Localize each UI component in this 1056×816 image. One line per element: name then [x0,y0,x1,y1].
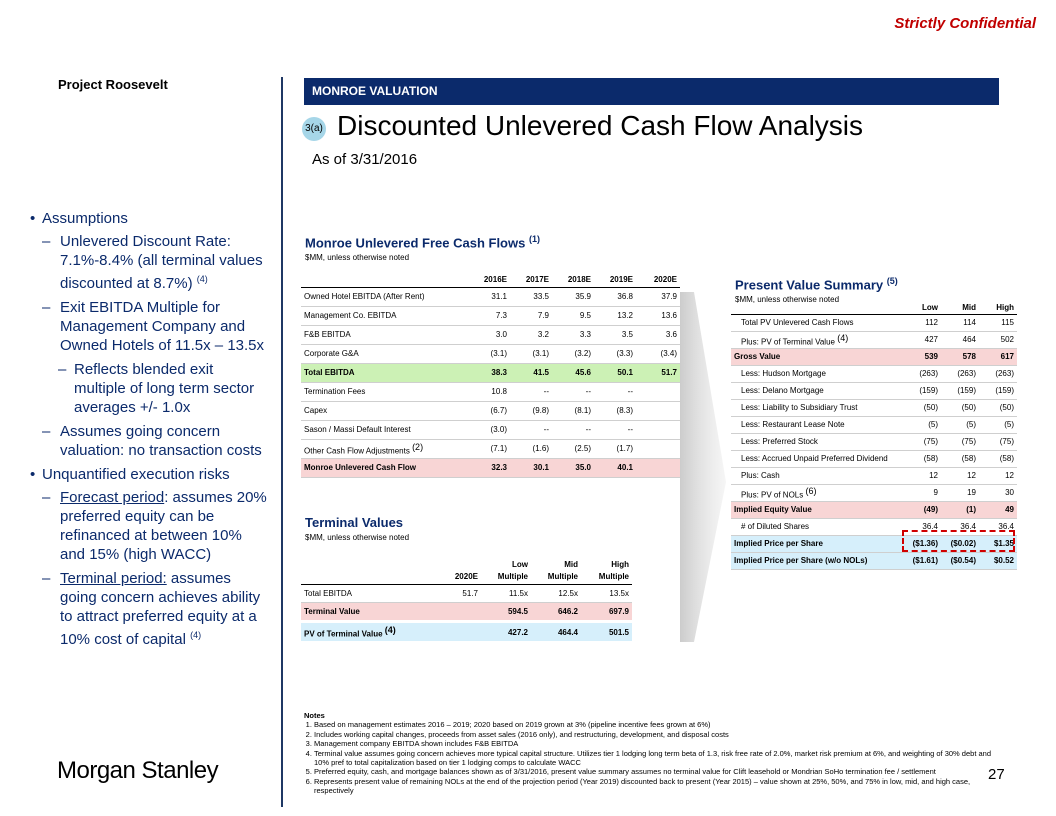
table-row: Less: Accrued Unpaid Preferred Dividend (58) (58) (58) [731,450,1017,467]
terminal-section [305,515,409,542]
page-number: 27 [988,766,1005,783]
pv-header-row: Low Mid High [731,301,1017,314]
table-row: Less: Delano Mortgage (159) (159) (159) [731,382,1017,399]
company-logo: Morgan Stanley [57,757,219,784]
table-row: Owned Hotel EBITDA (After Rent) 31.1 33.5 35.9 36.8 37.9 [301,287,680,306]
note-item: 6. Represents present value of remaining NOLs at the end of the projection period (Year 2019) discounted back to present (Year 2015) – value shown at 25%, 50%, and 75% in low, mid, and high case, respectively [314,777,994,796]
table-row: Termination Fees 10.8 -- -- -- [301,382,680,401]
table-row: Plus: PV of NOLs $^{(6)}$ 9 19 30 [731,484,1017,501]
terminal-value-row: Terminal Value 594.5 646.2 697.9 [301,602,632,620]
terminal-table [301,558,632,641]
bullet-forecast-period: – Forecast period: assumes 20% preferred equity can be refinanced at between 10% and 15% (high WACC) [28,488,268,564]
price-highlight-box [902,530,1015,552]
bullet-execution-risks: • Unquantified execution risks [28,465,268,484]
pv-subtitle: $MM, unless otherwise noted [735,295,840,305]
terminal-subtitle: $MM, unless otherwise noted [305,533,410,542]
page-title: Discounted Unlevered Cash Flow Analysis [337,110,864,141]
section-badge: 3(a) [302,117,326,141]
terminal-header-row: Low Mid High [512,559,629,569]
note-item: 2. Includes working capital changes, proceeds from asset sales (2016 only), and restructuring, development, and disposal costs [314,730,994,739]
table-row: Sason / Massi Default Interest (3.0) -- -- -- [301,420,680,439]
fcf-title: Monroe Unlevered Free Cash Flows $^{(1)}$ [305,234,540,251]
table-row: Less: Hudson Mortgage (263) (263) (263) [731,365,1017,382]
bullet-discount-rate: – Unlevered Discount Rate: 7.1%-8.4% (all terminal values discounted at 8.7%) $^{(4)}$ [28,232,268,293]
terminal-header-row-2: 2020E Multiple Multiple Multiple [301,570,632,584]
bullet-blended-multiple: – Reflects blended exit multiple of long term sector averages +/- 1.0x [28,360,268,417]
table-row: Management Co. EBITDA 7.3 7.9 9.5 13.2 13.6 [301,306,680,325]
table-row: Less: Liability to Subsidiary Trust (50) (50) (50) [731,399,1017,416]
notes-title: Notes [304,711,325,720]
table-row: Plus: Cash 12 12 12 [731,467,1017,484]
note-item: 4. Terminal value assumes going concern achieves more typical capital structure. Utilizes tier 1 lodging long term beta of 1.3, risk free rate of 2.0%, market risk premium at 6%, and weighting of 30% debt and 10% pref to total capitalization based on tier 1 lodging comps to calculate WACC [314,749,994,768]
table-row: # of Diluted Shares 36.4 36.4 36.4 [731,518,1017,535]
fcf-subtitle: $MM, unless otherwise noted [305,253,410,263]
total-ebitda-row: Total EBITDA 38.3 41.5 45.6 50.1 51.7 [301,363,680,382]
table-row: Less: Restaurant Lease Note (5) (5) (5) [731,416,1017,433]
divider-line [281,77,283,807]
implied-price-no-nol-row: Implied Price per Share (w/o NOLs) ($1.61) ($0.54) $0.52 [731,552,1017,569]
table-row: Capex (6.7) (9.8) (8.1) (8.3) [301,401,680,420]
table-row: Less: Preferred Stock (75) (75) (75) [731,433,1017,450]
notes-section [304,711,994,796]
table-row: Corporate G&A (3.1) (3.1) (3.2) (3.3) (3.4) [301,344,680,363]
fcf-section [305,234,540,262]
bullet-terminal-period: – Terminal period: assumes going concern achieves ability to attract preferred equity at a 10% cost of capital $^{(4)}$ [28,569,268,649]
implied-equity-row: Implied Equity Value (49) (1) 49 [731,501,1017,518]
table-row: F&B EBITDA 3.0 3.2 3.3 3.5 3.6 [301,325,680,344]
as-of-date: As of 3/31/2016 [312,151,418,168]
assumptions-list [28,209,268,654]
table-row: Other Cash Flow Adjustments $^{(2)}$ (7.1) (1.6) (2.5) (1.7) [301,439,680,458]
bullet-exit-multiple: – Exit EBITDA Multiple for Management Company and Owned Hotels of 11.5x – 13.5x [28,298,268,355]
fcf-table [301,272,680,478]
fcf-header-row: 2016E 2017E 2018E 2019E 2020E [301,272,680,287]
table-row: Total PV Unlevered Cash Flows 112 114 115 [731,314,1017,331]
note-item: 5. Preferred equity, cash, and mortgage balances shown as of 3/31/2016, present value summary assumes no terminal value for Clift leasehold or Mondrian SoHo termination fee / settlement [314,767,994,776]
funnel-connector [654,292,734,652]
bullet-assumptions: • Assumptions [28,209,268,228]
confidential-label: Strictly Confidential [894,15,1036,32]
note-item: 1. Based on management estimates 2016 – 2019; 2020 based on 2019 grown at 3% (pipeline incentive fees grown at 6%) [314,720,994,729]
table-row: Total EBITDA 51.7 11.5x 12.5x 13.5x [301,584,632,602]
pv-title: Present Value Summary $^{(5)}$ [735,276,898,293]
section-banner: MONROE VALUATION [304,78,999,105]
project-name: Project Roosevelt [58,77,168,92]
gross-value-row: Gross Value 539 578 617 [731,348,1017,365]
table-row: Plus: PV of Terminal Value $^{(4)}$ 427 464 502 [731,331,1017,348]
bullet-going-concern: – Assumes going concern valuation: no transaction costs [28,422,268,460]
note-item: 3. Management company EBITDA shown includes F&B EBITDA [314,739,994,748]
implied-price-row: Implied Price per Share ($1.36) ($0.02) $1.35 [731,535,1017,552]
pv-terminal-value-row: PV of Terminal Value $^{(4)}$ 427.2 464.4 501.5 [301,623,632,641]
terminal-title: Terminal Values [305,515,404,530]
unlevered-cash-flow-row: Monroe Unlevered Cash Flow 32.3 30.1 35.0 40.1 [301,458,680,477]
